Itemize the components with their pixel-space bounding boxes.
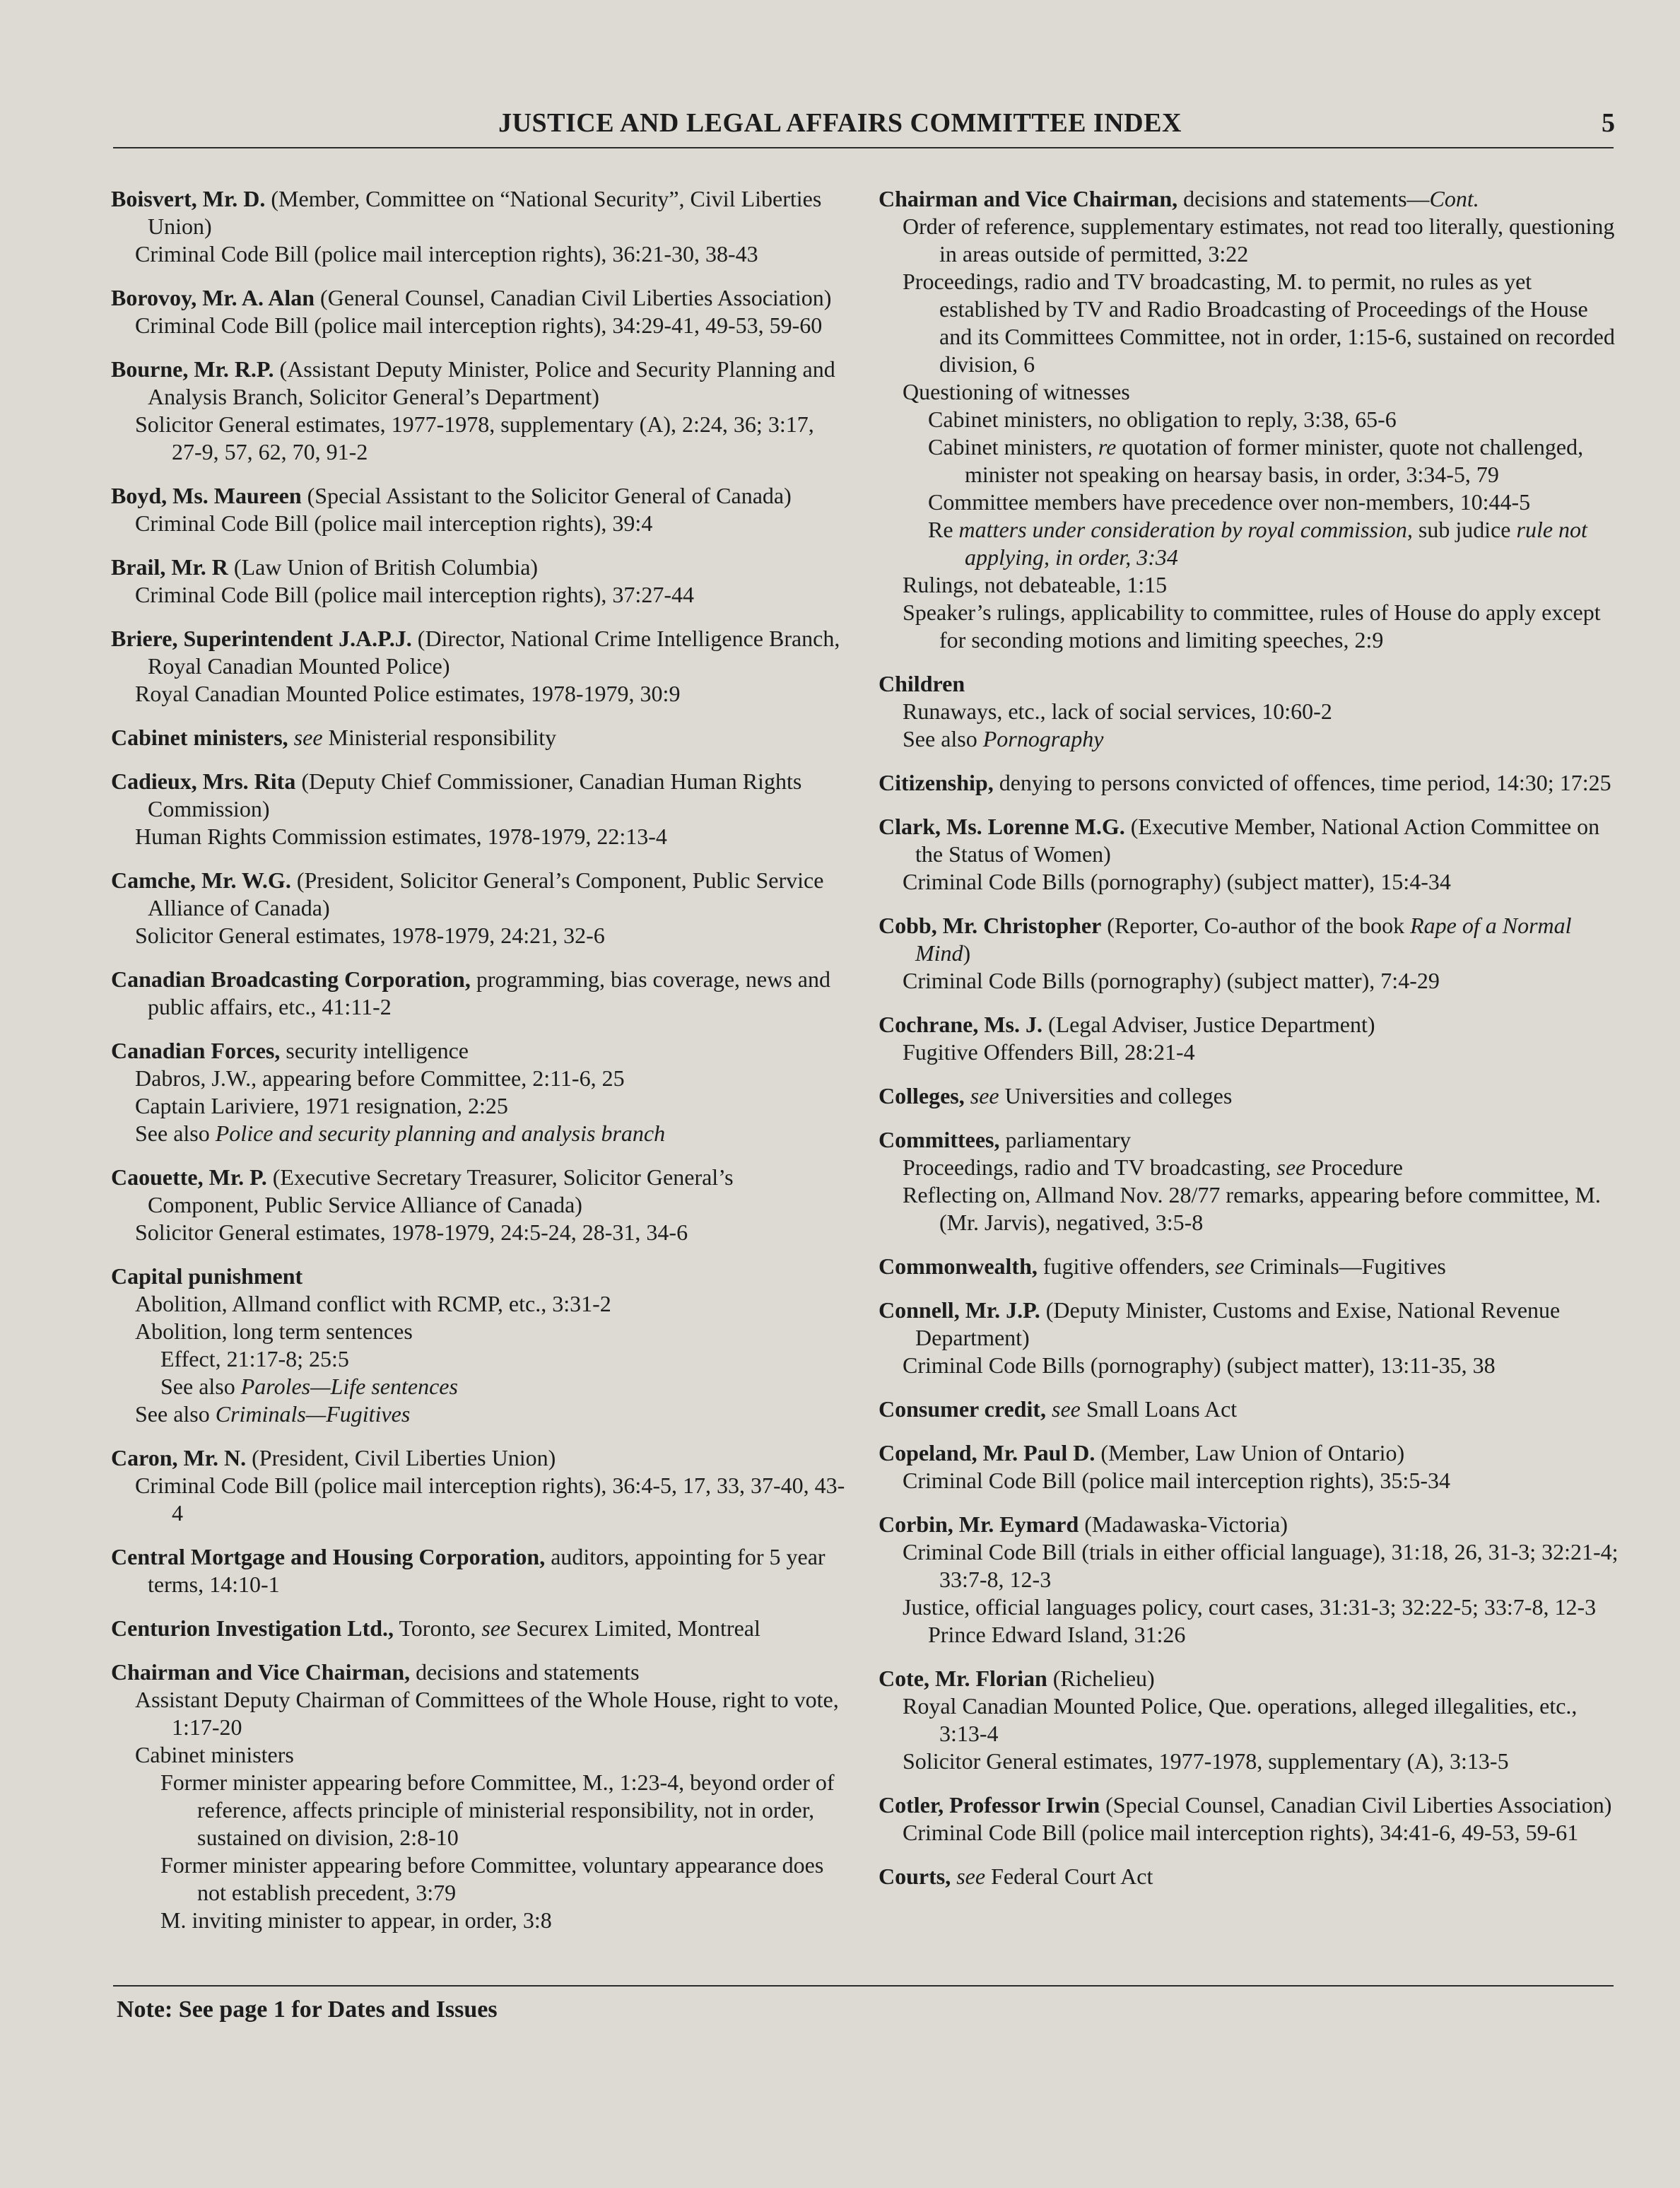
index-column-left <box>111 185 846 1950</box>
index-heading <box>111 768 846 823</box>
headword: Clark, Ms. Lorenne M.G. <box>879 814 1125 839</box>
headword: Copeland, Mr. Paul D. <box>879 1440 1095 1466</box>
headword: Children <box>879 671 965 696</box>
entry-text: Criminal Code Bill (police mail interception rights), 35:5-34 <box>903 1468 1450 1493</box>
headword: Cobb, Mr. Christopher <box>879 913 1102 938</box>
index-subentry <box>879 599 1621 654</box>
entry-text: Rulings, not debateable, 1:15 <box>903 572 1168 597</box>
entry-text: ) <box>963 940 971 966</box>
entry-text: Solicitor General estimates, 1978-1979, 24:5-24, 28-31, 34-6 <box>135 1219 688 1245</box>
entry-text: decisions and statements— <box>1177 186 1430 211</box>
index-heading <box>879 769 1621 797</box>
index-entry <box>111 482 846 537</box>
italic-text: see <box>1052 1396 1081 1422</box>
index-heading <box>111 1658 846 1686</box>
entry-text: Criminal Code Bill (police mail interception rights), 36:4-5, 17, 33, 37-40, 43-4 <box>135 1473 845 1526</box>
index-subentry <box>111 1290 846 1318</box>
headword: Caron, Mr. N. <box>111 1445 247 1470</box>
italic-text: Pornography <box>977 726 1104 751</box>
headword: Connell, Mr. J.P. <box>879 1297 1040 1323</box>
index-heading <box>111 1164 846 1219</box>
index-subentry <box>111 1907 846 1934</box>
headword: Chairman and Vice Chairman, <box>111 1659 411 1685</box>
entry-text: Criminal Code Bill (police mail interception rights), 34:41-6, 49-53, 59-61 <box>903 1820 1579 1845</box>
entry-text <box>1046 1396 1052 1422</box>
index-entry <box>111 1543 846 1598</box>
entry-text: Dabros, J.W., appearing before Committee, 2:11-6, 25 <box>135 1065 625 1091</box>
index-heading <box>879 1253 1621 1280</box>
entry-text: (Deputy Minister, Customs and Exise, National Revenue Department) <box>915 1297 1561 1350</box>
index-subentry <box>879 1467 1621 1494</box>
headword: Bourne, Mr. R.P. <box>111 356 274 382</box>
index-heading <box>111 554 846 581</box>
header-rule <box>113 147 1614 148</box>
index-entry <box>111 1615 846 1642</box>
index-heading <box>111 1543 846 1598</box>
italic-text: see <box>481 1615 511 1641</box>
entry-text: Criminals—Fugitives <box>1244 1253 1446 1279</box>
italic-text: Criminals—Fugitives <box>209 1401 411 1427</box>
index-subentry <box>111 1400 846 1428</box>
entry-text: Cabinet ministers, no obligation to reply, 3:38, 65-6 <box>928 406 1397 432</box>
index-subentry <box>879 1181 1621 1236</box>
headword: Courts, <box>879 1864 951 1889</box>
index-entry <box>111 284 846 339</box>
entry-text: sub judice <box>1418 517 1511 542</box>
index-entry <box>879 1791 1621 1847</box>
index-heading <box>879 185 1621 213</box>
entry-text: fugitive offenders, <box>1037 1253 1216 1279</box>
index-subentry <box>111 312 846 339</box>
index-subentry <box>111 1741 846 1769</box>
headword: Briere, Superintendent J.A.P.J. <box>111 626 412 651</box>
index-heading <box>111 724 846 751</box>
index-entry <box>111 768 846 850</box>
index-subentry <box>879 213 1621 268</box>
index-entry <box>879 1011 1621 1066</box>
entry-text: (Executive Secretary Treasurer, Solicitor General’s Component, Public Service Alliance of Canada) <box>148 1164 734 1217</box>
index-heading <box>111 1444 846 1472</box>
index-subentry <box>111 240 846 268</box>
index-subentry <box>879 1748 1621 1775</box>
headword: Committees, <box>879 1127 1000 1152</box>
index-subentry <box>879 406 1621 433</box>
entry-text: Universities and colleges <box>999 1083 1233 1108</box>
index-subentry <box>879 868 1621 896</box>
index-entry <box>111 1263 846 1428</box>
entry-text: Runaways, etc., lack of social services, 10:60-2 <box>903 698 1332 724</box>
index-heading <box>879 1396 1621 1423</box>
index-heading <box>111 482 846 510</box>
entry-text: Abolition, long term sentences <box>135 1318 413 1344</box>
index-heading <box>879 1297 1621 1352</box>
headword: Borovoy, Mr. A. Alan <box>111 285 315 310</box>
index-subentry <box>879 1538 1621 1593</box>
italic-text: Paroles—Life sentences <box>235 1374 458 1399</box>
headword: Cote, Mr. Florian <box>879 1666 1047 1691</box>
index-heading <box>879 813 1621 868</box>
entry-text: Criminal Code Bill (police mail interception rights), 34:29-41, 49-53, 59-60 <box>135 312 823 338</box>
index-entry <box>879 769 1621 797</box>
index-heading <box>111 625 846 680</box>
headword: Corbin, Mr. Eymard <box>879 1511 1079 1537</box>
index-subentry <box>879 489 1621 516</box>
entry-text: Criminal Code Bills (pornography) (subject matter), 7:4-29 <box>903 968 1440 993</box>
entry-text: (Reporter, Co-author of the book <box>1101 913 1411 938</box>
entry-text: Solicitor General estimates, 1978-1979, 24:21, 32-6 <box>135 923 605 948</box>
index-heading <box>879 670 1621 698</box>
entry-text: Securex Limited, Montreal <box>510 1615 760 1641</box>
index-subentry <box>111 411 846 466</box>
index-subentry <box>879 1593 1621 1621</box>
entry-text: Prince Edward Island, 31:26 <box>928 1622 1186 1647</box>
index-heading <box>879 1011 1621 1039</box>
entry-text: Cabinet ministers, <box>928 434 1098 460</box>
entry-text: Royal Canadian Mounted Police, Que. operations, alleged illegalities, etc., 3:13-4 <box>903 1693 1578 1746</box>
italic-text: rule not applying, in order, 3:34 <box>965 517 1587 570</box>
index-subentry <box>111 510 846 537</box>
italic-text: matters under consideration by royal commission, <box>953 517 1418 542</box>
index-subentry <box>111 1092 846 1120</box>
entry-text: See also <box>135 1401 210 1427</box>
index-entry <box>879 912 1621 995</box>
entry-text: Federal Court Act <box>985 1864 1153 1889</box>
index-subentry <box>879 268 1621 378</box>
index-entry <box>111 724 846 751</box>
headword: Boisvert, Mr. D. <box>111 186 266 211</box>
entry-text: Criminal Code Bill (police mail interception rights), 39:4 <box>135 510 653 536</box>
entry-text: Fugitive Offenders Bill, 28:21-4 <box>903 1039 1195 1065</box>
index-heading <box>111 1263 846 1290</box>
index-entry <box>879 1511 1621 1649</box>
index-entry <box>879 1297 1621 1379</box>
entry-text: (Member, Law Union of Ontario) <box>1095 1440 1405 1466</box>
entry-text <box>965 1083 970 1108</box>
entry-text: Former minister appearing before Committee, M., 1:23-4, beyond order of reference, affects principle of ministerial responsibility, not in order, sustained on division, 2:8-10 <box>160 1769 835 1850</box>
entry-text: Re <box>928 517 953 542</box>
index-heading <box>879 1082 1621 1110</box>
entry-text: Committee members have precedence over non-members, 10:44-5 <box>928 489 1531 515</box>
entry-text: denying to persons convicted of offences, time period, 14:30; 17:25 <box>993 770 1611 795</box>
entry-text: (Director, National Crime Intelligence Branch, Royal Canadian Mounted Police) <box>148 626 840 679</box>
index-entry <box>111 966 846 1021</box>
entry-text: (General Counsel, Canadian Civil Liberties Association) <box>315 285 832 310</box>
index-subentry <box>879 1352 1621 1379</box>
index-subentry <box>111 1851 846 1907</box>
headword: Camche, Mr. W.G. <box>111 867 291 893</box>
index-heading <box>111 867 846 922</box>
entry-text: (Law Union of British Columbia) <box>228 554 539 580</box>
index-subentry <box>879 433 1621 489</box>
index-entry <box>111 185 846 268</box>
index-entry <box>111 867 846 949</box>
index-entry <box>879 670 1621 753</box>
index-subentry <box>111 1345 846 1373</box>
entry-text: (Member, Committee on “National Security”, Civil Liberties Union) <box>148 186 822 239</box>
headword: Capital punishment <box>111 1263 303 1289</box>
headword: Consumer credit, <box>879 1396 1047 1422</box>
entry-text: (President, Civil Liberties Union) <box>246 1445 556 1470</box>
index-subentry <box>879 378 1621 406</box>
entry-text: See also <box>903 726 977 751</box>
entry-text: Abolition, Allmand conflict with RCMP, etc., 3:31-2 <box>135 1291 611 1316</box>
headword: Canadian Broadcasting Corporation, <box>111 966 471 992</box>
entry-text: decisions and statements <box>410 1659 640 1685</box>
index-heading <box>879 1791 1621 1819</box>
footer-rule <box>113 1985 1614 1987</box>
italic-text: see <box>1276 1154 1306 1180</box>
index-heading <box>111 1615 846 1642</box>
headword: Brail, Mr. R <box>111 554 228 580</box>
index-heading <box>111 185 846 240</box>
index-entry <box>111 1658 846 1934</box>
italic-text: Rape of a Normal Mind <box>915 913 1572 966</box>
headword: Chairman and Vice Chairman, <box>879 186 1178 211</box>
entry-text: (Special Assistant to the Solicitor General of Canada) <box>301 483 792 508</box>
index-entry <box>879 1863 1621 1890</box>
entry-text: Ministerial responsibility <box>322 725 557 750</box>
entry-text: (Executive Member, National Action Committee on the Status of Women) <box>915 814 1600 867</box>
footer-note: Note: See page 1 for Dates and Issues <box>117 1996 498 2023</box>
entry-text: (Deputy Chief Commissioner, Canadian Human Rights Commission) <box>148 768 802 821</box>
headword: Cabinet ministers, <box>111 725 288 750</box>
entry-text: Solicitor General estimates, 1977-1978, supplementary (A), 2:24, 36; 3:17, 27-9, 57, 62, 70, 91-2 <box>135 411 814 464</box>
index-heading <box>879 912 1621 967</box>
index-subentry <box>879 725 1621 753</box>
index-heading <box>879 1126 1621 1154</box>
entry-text: Small Loans Act <box>1080 1396 1238 1422</box>
index-subentry <box>111 1769 846 1851</box>
headword: Boyd, Ms. Maureen <box>111 483 302 508</box>
entry-text: (President, Solicitor General’s Component, Public Service Alliance of Canada) <box>148 867 824 920</box>
index-entry <box>111 554 846 609</box>
entry-text: Proceedings, radio and TV broadcasting, M. to permit, no rules as yet established by TV and Radio Broadcasting of Proceedings of the House and its Committees Committee, not in order, 1:15-6, sustained on recorded division, 6 <box>903 269 1615 377</box>
entry-text: quotation of former minister, quote not challenged, minister not speaking on hearsay basis, in order, 3:34-5, 79 <box>965 434 1584 487</box>
index-entry <box>879 185 1621 654</box>
entry-text: Justice, official languages policy, court cases, 31:31-3; 32:22-5; 33:7-8, 12-3 <box>903 1594 1597 1620</box>
index-subentry <box>111 1120 846 1147</box>
index-subentry <box>111 581 846 609</box>
entry-text: Effect, 21:17-8; 25:5 <box>160 1346 349 1371</box>
index-subentry <box>879 1621 1621 1649</box>
italic-text: Cont. <box>1429 186 1479 211</box>
index-subentry <box>111 922 846 949</box>
index-heading <box>111 966 846 1021</box>
headword: Canadian Forces, <box>111 1038 281 1063</box>
headword: Cotler, Professor Irwin <box>879 1792 1100 1818</box>
entry-text <box>288 725 294 750</box>
entry-text: Solicitor General estimates, 1977-1978, supplementary (A), 3:13-5 <box>903 1748 1509 1774</box>
index-subentry <box>111 680 846 708</box>
index-subentry <box>879 967 1621 995</box>
entry-text: Assistant Deputy Chairman of Committees of the Whole House, right to vote, 1:17-20 <box>135 1687 839 1740</box>
entry-text: M. inviting minister to appear, in order, 3:8 <box>160 1907 552 1933</box>
entry-text: Questioning of witnesses <box>903 379 1130 404</box>
entry-text: security intelligence <box>280 1038 469 1063</box>
index-entry <box>111 625 846 708</box>
index-subentry <box>879 516 1621 571</box>
index-subentry <box>879 1039 1621 1066</box>
index-subentry <box>111 1686 846 1741</box>
page-title: JUSTICE AND LEGAL AFFAIRS COMMITTEE INDEX <box>498 108 1182 138</box>
entry-text: Human Rights Commission estimates, 1978-1979, 22:13-4 <box>135 824 667 849</box>
index-subentry <box>111 1219 846 1246</box>
entry-text: Criminal Code Bill (police mail interception rights), 37:27-44 <box>135 582 694 607</box>
entry-text: auditors, appointing for 5 year terms, 14:10-1 <box>148 1544 826 1597</box>
index-column-right <box>879 185 1621 1907</box>
index-entry <box>879 1253 1621 1280</box>
index-entry <box>111 1037 846 1147</box>
page-number: 5 <box>1602 108 1615 138</box>
entry-text: See also <box>135 1121 210 1146</box>
index-entry <box>879 1396 1621 1423</box>
index-subentry <box>111 1373 846 1400</box>
index-heading <box>879 1439 1621 1467</box>
entry-text: programming, bias coverage, news and public affairs, etc., 41:11-2 <box>148 966 830 1019</box>
entry-text: Toronto, <box>394 1615 482 1641</box>
italic-text: see <box>1215 1253 1245 1279</box>
index-entry <box>111 1444 846 1527</box>
headword: Central Mortgage and Housing Corporation, <box>111 1544 546 1569</box>
index-subentry <box>879 1819 1621 1847</box>
italic-text: Police and security planning and analysis branch <box>209 1121 666 1146</box>
italic-text: see <box>293 725 323 750</box>
entry-text: (Special Counsel, Canadian Civil Liberties Association) <box>1100 1792 1612 1818</box>
entry-text: Proceedings, radio and TV broadcasting, <box>903 1154 1277 1180</box>
entry-text: Captain Lariviere, 1971 resignation, 2:25 <box>135 1093 508 1118</box>
entry-text: Cabinet ministers <box>135 1742 294 1767</box>
headword: Centurion Investigation Ltd., <box>111 1615 394 1641</box>
headword: Cadieux, Mrs. Rita <box>111 768 296 794</box>
index-subentry <box>879 1154 1621 1181</box>
italic-text: re <box>1098 434 1117 460</box>
index-subentry <box>879 1692 1621 1748</box>
entry-text: Criminal Code Bill (trials in either official language), 31:18, 26, 31-3; 32:21-4; 33:7-8, 12-3 <box>903 1539 1619 1592</box>
entry-text: Criminal Code Bills (pornography) (subject matter), 15:4-34 <box>903 869 1451 894</box>
entry-text: See also <box>160 1374 235 1399</box>
index-subentry <box>879 698 1621 725</box>
entry-text: (Assistant Deputy Minister, Police and Security Planning and Analysis Branch, Solicitor General’s Department) <box>148 356 835 409</box>
index-entry <box>879 1126 1621 1236</box>
entry-text: (Madawaska-Victoria) <box>1079 1511 1288 1537</box>
headword: Caouette, Mr. P. <box>111 1164 267 1190</box>
index-heading <box>111 1037 846 1065</box>
index-entry <box>879 1082 1621 1110</box>
index-subentry <box>111 1472 846 1527</box>
italic-text: see <box>956 1864 986 1889</box>
entry-text: (Richelieu) <box>1047 1666 1155 1691</box>
index-entry <box>879 1665 1621 1775</box>
entry-text: Criminal Code Bills (pornography) (subject matter), 13:11-35, 38 <box>903 1352 1496 1378</box>
index-heading <box>111 356 846 411</box>
entry-text: Former minister appearing before Committee, voluntary appearance does not establish precedent, 3:79 <box>160 1852 824 1905</box>
index-entry <box>111 356 846 466</box>
index-subentry <box>111 1318 846 1345</box>
headword: Cochrane, Ms. J. <box>879 1012 1042 1037</box>
index-heading <box>879 1511 1621 1538</box>
index-subentry <box>111 823 846 850</box>
headword: Colleges, <box>879 1083 965 1108</box>
index-heading <box>111 284 846 312</box>
index-subentry <box>879 571 1621 599</box>
index-entry <box>879 813 1621 896</box>
headword: Commonwealth, <box>879 1253 1038 1279</box>
index-heading <box>879 1863 1621 1890</box>
entry-text: Royal Canadian Mounted Police estimates, 1978-1979, 30:9 <box>135 681 681 706</box>
index-subentry <box>111 1065 846 1092</box>
italic-text: see <box>970 1083 999 1108</box>
entry-text: Speaker’s rulings, applicability to committee, rules of House do apply except for seconding motions and limiting speeches, 2:9 <box>903 599 1601 653</box>
entry-text: Criminal Code Bill (police mail interception rights), 36:21-30, 38-43 <box>135 241 758 267</box>
index-heading <box>879 1665 1621 1692</box>
index-entry <box>111 1164 846 1246</box>
entry-text: Procedure <box>1305 1154 1403 1180</box>
headword: Citizenship, <box>879 770 994 795</box>
entry-text: Order of reference, supplementary estimates, not read too literally, questioning in areas outside of permitted, 3:22 <box>903 213 1615 267</box>
entry-text: parliamentary <box>999 1127 1132 1152</box>
index-entry <box>879 1439 1621 1494</box>
entry-text: (Legal Adviser, Justice Department) <box>1042 1012 1375 1037</box>
entry-text: Reflecting on, Allmand Nov. 28/77 remarks, appearing before committee, M. (Mr. Jarvis), negatived, 3:5-8 <box>903 1182 1601 1235</box>
